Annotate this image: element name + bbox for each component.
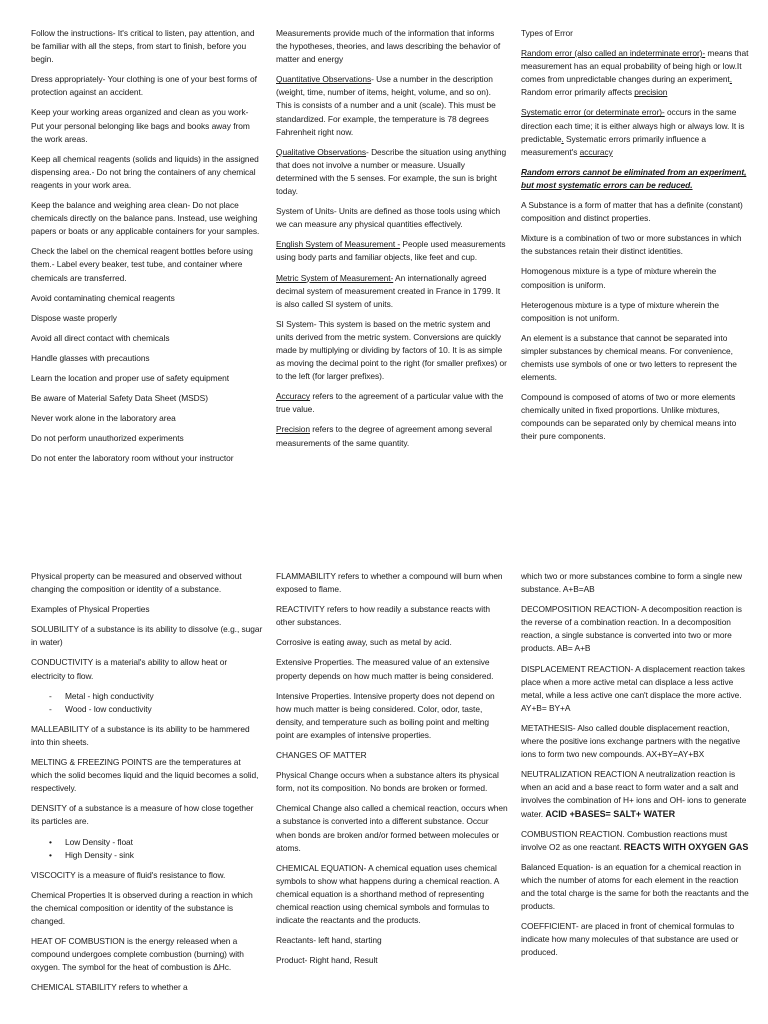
paragraph: VISCOCITY is a measure of fluid's resistance to flow.: [31, 869, 226, 880]
term: Quantitative Observations: [276, 74, 372, 85]
rule: Do not perform unauthorized experiments: [31, 433, 184, 444]
term: Systematic error (or determinate error)-: [521, 107, 665, 118]
neutralization-paragraph: [521, 768, 753, 820]
definition: COMBUSTION REACTION. Combustion reactions must involve O2 as one reactant.: [521, 828, 728, 852]
substance-paragraph: A Substance is a form of matter that has a definite (constant) composition and distinct properties.: [521, 200, 743, 224]
chemical-properties-column: [276, 570, 508, 974]
rule: Keep your working areas organized and clean as you work- Put your personal belonging like bags and books away from the work areas.: [31, 107, 250, 144]
rule: Check the label on the chemical reagent bottles before using them.- Label every beaker, test tube, and container where chemicals are transferred.: [31, 246, 253, 283]
term: Qualitative Observations: [276, 146, 367, 157]
conductivity-list: [31, 690, 263, 716]
term: Random error (also called an indeterminate error)-: [521, 48, 706, 59]
term: English System of Measurement -: [276, 239, 401, 250]
paragraph: CHANGES OF MATTER: [276, 750, 367, 761]
paragraph: CONDUCTIVITY is a material's ability to allow heat or electricity to flow.: [31, 657, 228, 681]
error-types-column: [521, 27, 753, 451]
paragraph: HEAT OF COMBUSTION is the energy released when a compound undergoes complete combustion (burning) with oxygen. The symbol for the heat of combustion is ΔHc.: [31, 936, 244, 973]
list-item: • High Density - sink: [31, 849, 263, 862]
mixture-paragraph: Mixture is a combination of two or more substances in which the substances retain their distinct identities.: [521, 233, 742, 257]
term: Precision: [276, 424, 310, 435]
definition: NEUTRALIZATION REACTION A neutralization reaction is when an acid and a base react to form water and a salt and involves the combination of H+ ions and OH- ions to generate water.: [521, 769, 747, 819]
systematic-error-paragraph: [521, 106, 753, 158]
rule: Avoid contaminating chemical reagents: [31, 292, 175, 303]
paragraph: MELTING & FREEZING POINTS are the temperatures at which the solid becomes liquid and the liquid becomes a solid, respectively.: [31, 757, 259, 794]
rule: Do not enter the laboratory room without your instructor: [31, 453, 234, 464]
definition: refers to the agreement of a particular value with the true value.: [276, 391, 504, 415]
safety-rules-column: [31, 27, 263, 472]
qualitative-paragraph: [276, 146, 508, 198]
physical-properties-column: [31, 570, 263, 1001]
formula: REACTS WITH OXYGEN GAS: [623, 841, 749, 852]
paragraph: Chemical Change also called a chemical reaction, occurs when a substance is converted into a different substance. Occur when bonds are broken and/or formed between molecules or atoms.: [276, 803, 508, 853]
measurement-column: [276, 27, 508, 457]
precision-paragraph: [276, 423, 508, 449]
homogenous-paragraph: Homogenous mixture is a type of mixture wherein the composition is uniform.: [521, 266, 717, 290]
punctuation: .: [729, 74, 732, 85]
definition: occurs in the same direction each time; it is either always high or always low. It is predictable: [521, 107, 745, 144]
paragraph: FLAMMABILITY refers to whether a compound will burn when exposed to flame.: [276, 571, 503, 595]
error-note: Random errors cannot be eliminated from an experiment, but most systematic errors can be reduced.: [521, 166, 747, 190]
random-error-paragraph: [521, 47, 753, 99]
rule: Follow the instructions- It's critical to listen, pay attention, and be familiar with all the steps, from start to finish, before you begin.: [31, 28, 255, 65]
intro-paragraph: Measurements provide much of the information that informs the hypotheses, theories, and laws describing the behavior of matter and energy: [276, 28, 501, 65]
rule: Avoid all direct contact with chemicals: [31, 332, 170, 343]
reactions-column: [521, 570, 753, 966]
rule: Learn the location and proper use of safety equipment: [31, 372, 230, 383]
rule: Keep all chemical reagents (solids and liquids) in the assigned dispensing area.- Do not bring the containers of any chemical reagents in your work area.: [31, 153, 259, 190]
punctuation: .: [561, 133, 564, 144]
term: accuracy: [579, 146, 613, 157]
formula: ACID +BASES= SALT+ WATER: [545, 808, 676, 819]
rule: Never work alone in the laboratory area: [31, 413, 176, 424]
definition: People used measurements using body parts and familiar objects, like feet and cup.: [276, 239, 506, 263]
quantitative-paragraph: [276, 73, 508, 138]
paragraph: Examples of Physical Properties: [31, 604, 150, 615]
term: Metric System of Measurement-: [276, 272, 394, 283]
paragraph: DISPLACEMENT REACTION- A displacement reaction takes place when a more active metal can displace a less active metal, while a less active one can't displace the more active. AY+B= BY+A: [521, 663, 745, 713]
paragraph: Physical property can be measured and observed without changing the composition or identity of a substance.: [31, 571, 242, 595]
list-item: - Metal - high conductivity: [31, 690, 263, 703]
paragraph: REACTIVITY refers to how readily a substance reacts with other substances.: [276, 604, 490, 628]
section-heading: Types of Error: [521, 28, 573, 38]
definition: - Use a number in the description (weight, time, number of items, height, volume, and so on). This is consists of a number and a unit (scale). This must be standardized. For example, the temperature is 78 degrees Fahrenheit right now.: [276, 74, 496, 137]
paragraph: Balanced Equation- is an equation for a chemical reaction in which the number of atoms for each element in the reaction and the total charge is the same for both the reactants and the products.: [521, 861, 749, 912]
rule: Keep the balance and weighing area clean- Do not place chemicals directly on the balance pans. Instead, use weighing papers or boats or any applicable containers for your samples.: [31, 200, 260, 237]
rule: Dispose waste properly: [31, 312, 117, 323]
definition: refers to the degree of agreement among several measurements of the same quantity.: [276, 424, 492, 448]
compound-paragraph: Compound is composed of atoms of two or more elements chemically united in fixed proportions. Unlike mixtures, compounds can be separated only by chemical means into their pure components.: [521, 392, 737, 442]
paragraph: CHEMICAL STABILITY refers to whether a: [31, 982, 188, 993]
heterogenous-paragraph: Heterogenous mixture is a type of mixture wherein the composition is not uniform.: [521, 299, 719, 323]
paragraph: DECOMPOSITION REACTION- A decomposition reaction is the reverse of a combination reaction. In a decomposition reaction, a single substance is converted into two or more products. AB= A+B: [521, 604, 742, 654]
combustion-paragraph: [521, 828, 753, 854]
paragraph: Reactants- left hand, starting: [276, 935, 382, 946]
element-paragraph: An element is a substance that cannot be separated into simpler substances by chemical means. For convenience, chemists use symbols of one or two letters to represent the elements.: [521, 332, 737, 383]
paragraph: Chemical Properties It is observed during a reaction in which the chemical composition or identity of the substance is changed.: [31, 889, 253, 926]
paragraph: Physical Change occurs when a substance alters its physical form, not its composition. No bonds are broken or formed.: [276, 770, 499, 794]
paragraph: Corrosive is eating away, such as metal by acid.: [276, 637, 452, 648]
metric-system-paragraph: [276, 272, 508, 311]
list-item: • Low Density - float: [31, 836, 263, 849]
term: precision: [634, 87, 668, 98]
paragraph: DENSITY of a substance is a measure of how close together its particles are.: [31, 803, 254, 827]
rule: Be aware of Material Safety Data Sheet (MSDS): [31, 393, 208, 404]
definition: An internationally agreed decimal system of measurement created in France in 1799. It is also called SI system of units.: [276, 272, 501, 309]
paragraph: Extensive Properties. The measured value of an extensive property depends on how much matter is being considered.: [276, 657, 494, 681]
paragraph: SOLUBILITY of a substance is its ability to dissolve (e.g., sugar in water): [31, 624, 263, 648]
paragraph: COEFFICIENT- are placed in front of chemical formulas to indicate how many molecules of that substance are used or produced.: [521, 921, 739, 958]
units-paragraph: System of Units- Units are defined as those tools using which we can measure any physical quantities effectively.: [276, 206, 501, 230]
accuracy-paragraph: [276, 390, 508, 416]
rule: Dress appropriately- Your clothing is one of your best forms of protection against an accident.: [31, 74, 257, 98]
paragraph: CHEMICAL EQUATION- A chemical equation uses chemical symbols to show what happens during a chemical reaction. A chemical equation is a shorthand method of representing chemical reaction using chemical symbols and formulas to indicate the reactants and the products.: [276, 862, 499, 926]
list-item: - Wood - low conductivity: [31, 703, 263, 716]
definition: Systematic errors primarily influence a measurement's: [521, 133, 706, 157]
density-list: [31, 836, 263, 862]
paragraph: which two or more substances combine to form a single new substance. A+B=AB: [521, 571, 743, 595]
paragraph: Intensive Properties. Intensive property does not depend on how much matter is being considered. Color, odor, taste, density, and temperature such as boiling point and melting point are examples of intensive properties.: [276, 690, 495, 740]
definition: Random error primarily affects: [521, 87, 635, 98]
paragraph: Product- Right hand, Result: [276, 955, 378, 966]
term: Accuracy: [276, 391, 311, 402]
si-system-paragraph: SI System- This system is based on the metric system and units derived from the metric system. Conversions are quickly made by multiplying or dividing by factors of 10. It is as simple as moving the decimal point to the right (for smaller prefixes) or to the left (for larger prefixes).: [276, 318, 507, 382]
english-system-paragraph: [276, 238, 508, 264]
rule: Handle glasses with precautions: [31, 352, 150, 363]
paragraph: METATHESIS- Also called double displacement reaction, where the positive ions exchange partners with the negative ions to form two new compounds. AX+BY=AY+BX: [521, 722, 741, 760]
paragraph: MALLEABILITY of a substance is its ability to be hammered into thin sheets.: [31, 723, 250, 747]
definition: means that measurement has an equal probability of being high or low.It comes from unpredictable changes during an experiment: [521, 48, 749, 85]
definition: - Describe the situation using anything that does not involve a number or measure. Usually determined with the 5 senses. For example, the sun is bright today.: [276, 146, 507, 197]
